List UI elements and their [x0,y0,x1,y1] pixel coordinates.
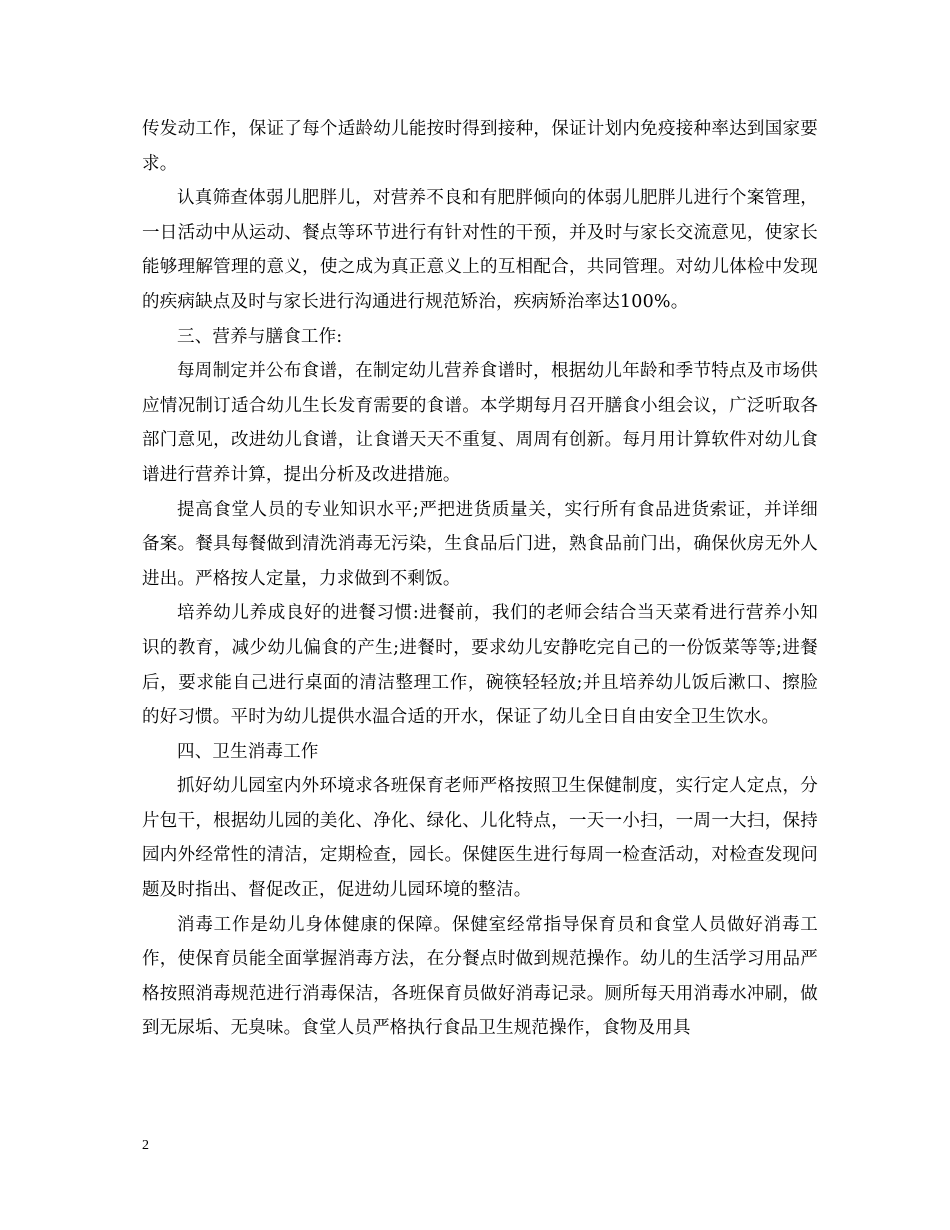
section-heading: 四、卫生消毒工作 [177,741,319,762]
paragraph: 每周制定并公布食谱，在制定幼儿营养食谱时，根据幼儿年龄和季节特点及市场供应情况制订适合幼儿生长发育需要的食谱。本学期每月召开膳食小组会议，广泛听取各部门意见，改进幼儿食谱，让食谱天天不重复、周周有创新。每月用计算软件对幼儿食谱进行营养计算，提出分析及改进措施。 [142,361,818,485]
paragraph: 消毒工作是幼儿身体健康的保障。保健室经常指导保育员和食堂人员做好消毒工作，使保育员能全面掌握消毒方法，在分餐点时做到规范操作。幼儿的生活学习用品严格按照消毒规范进行消毒保洁，各班保育员做好消毒记录。厕所每天用消毒水冲刷，做到无尿垢、无臭味。食堂人员严格执行食品卫生规范操作，食物及用具 [142,914,818,1039]
page-number: 2 [142,1138,149,1153]
section-heading: 三、营养与膳食工作: [177,326,343,347]
paragraph: 传发动工作，保证了每个适龄幼儿能按时得到接种，保证计划内免疫接种率达到国家要求。 [142,119,818,174]
body-text [142,112,818,1046]
paragraph: 抓好幼儿园室内外环境求各班保育老师严格按照卫生保健制度，实行定人定点，分片包干，根据幼儿园的美化、净化、绿化、儿化特点，一天一小扫，一周一大扫，保持园内外经常性的清洁，定期检查，园长。保健医生进行每周一检查活动，对检查发现问题及时指出、督促改正，促进幼儿园环境的整洁。 [142,776,818,901]
paragraph: 认真筛查体弱儿肥胖儿，对营养不良和有肥胖倾向的体弱儿肥胖儿进行个案管理，一日活动中从运动、餐点等环节进行有针对性的干预，并及时与家长交流意见，使家长能够理解管理的意义，使之成为真正意义上的互相配合，共同管理。对幼儿体检中发现的疾病缺点及时与家长进行沟通进行规范矫治，疾病矫治率达100%。 [142,188,818,312]
paragraph: 培养幼儿养成良好的进餐习惯:进餐前，我们的老师会结合当天菜肴进行营养小知识的教育，减少幼儿偏食的产生;进餐时，要求幼儿安静吃完自己的一份饭菜等等;进餐后，要求能自己进行桌面的清洁整理工作，碗筷轻轻放;并且培养幼儿饭后漱口、擦脸的好习惯。平时为幼儿提供水温合适的开水，保证了幼儿全日自由安全卫生饮水。 [142,603,818,728]
paragraph: 提高食堂人员的专业知识水平;严把进货质量关，实行所有食品进货索证，并详细备案。餐具每餐做到清洗消毒无污染，生食品后门进，熟食品前门出，确保伙房无外人进出。严格按人定量，力求做到不剩饭。 [142,499,818,589]
